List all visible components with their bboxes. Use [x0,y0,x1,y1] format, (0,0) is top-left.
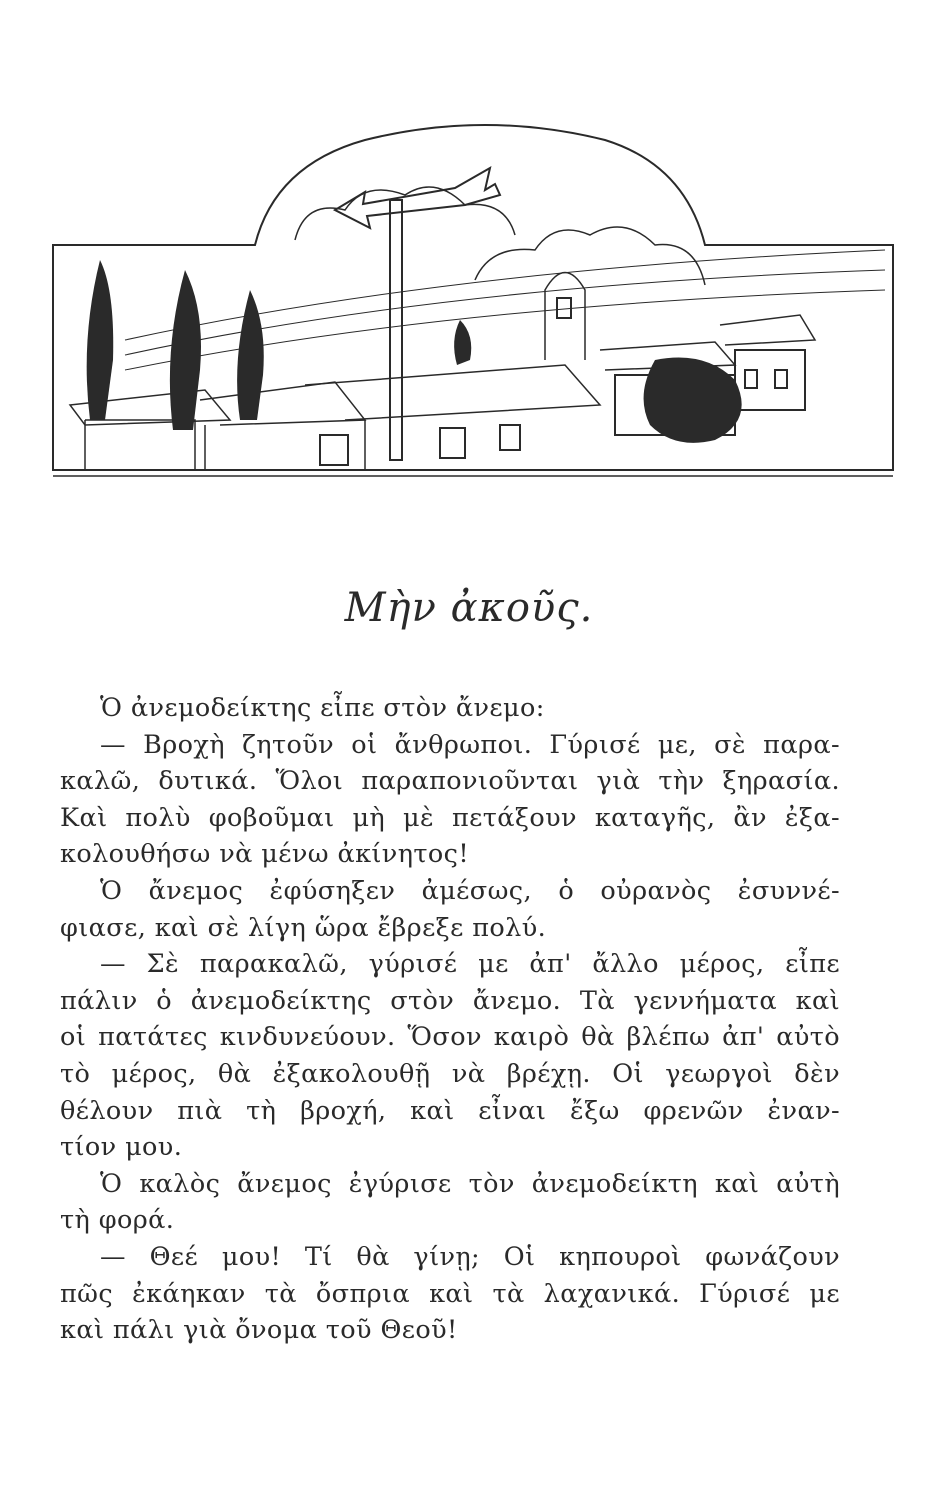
cypress-tree-3 [237,290,264,420]
cypress-tree-2 [170,270,201,430]
text-line: τίον μου. [60,1132,183,1163]
page-title: Μὴν ἀκοῦς. [344,585,594,631]
text-line: — Σὲ παρακαλῶ, γύρισέ με ἀπ' ἄλλο μέρος, εἶπε [100,949,840,980]
text-line: πῶς ἐκάηκαν τὰ ὄσπρια καὶ τὰ λαχανικά. Γύρισέ με [60,1278,840,1309]
bush-tree [644,358,742,443]
text-line: κολουθήσω νὰ μένω ἀκίνητος! [60,839,469,870]
text-line: Ὁ καλὸς ἄνεμος ἐγύρισε τὸν ἀνεμοδείκτη καὶ αὐτὴ [100,1168,840,1199]
text-line: φιασε, καὶ σὲ λίγη ὥρα ἔβρεξε πολύ. [60,912,547,943]
text-line: θέλουν πιὰ τὴ βροχή, καὶ εἶναι ἔξω φρενῶν ἐναν- [60,1095,840,1126]
weathervane-arrow [335,168,500,228]
weathervane-village-illustration [45,120,900,480]
text-line: πάλιν ὁ ἀνεμοδείκτης στὸν ἄνεμο. Τὰ γεννήματα καὶ [60,985,840,1016]
text-line: οἱ πατάτες κινδυνεύουν. Ὅσον καιρὸ θὰ βλέπω ἀπ' αὐτὸ [60,1022,840,1053]
text-line: Καὶ πολὺ φοβοῦμαι μὴ μὲ πετάξουν καταγῆς, ἂν ἐξα- [60,802,840,833]
text-line: τὴ φορά. [60,1205,175,1236]
text-line: καλῶ, δυτικά. Ὅλοι παραπονιοῦνται γιὰ τὴν ξηρασία. [60,766,840,797]
text-line: — Βροχὴ ζητοῦν οἱ ἄνθρωποι. Γύρισέ με, σὲ παρα- [100,729,840,760]
story-body [60,690,840,1349]
text-line: καὶ πάλι γιὰ ὄνομα τοῦ Θεοῦ! [60,1315,458,1346]
text-line: Ὁ ἄνεμος ἐφύσηξεν ἀμέσως, ὁ οὐρανὸς ἐσυννέ- [100,875,840,906]
text-line: τὸ μέρος, θὰ ἐξακολουθῇ νὰ βρέχῃ. Οἱ γεωργοὶ δὲν [60,1058,840,1089]
text-line: Ὁ ἀνεμοδείκτης εἶπε στὸν ἄνεμο: [100,693,545,723]
weathervane-pole [390,200,402,460]
text-line: — Θεέ μου! Τί θὰ γίνῃ; Οἱ κηπουροὶ φωνάζουν [100,1241,840,1272]
cypress-tree-1 [87,260,114,420]
